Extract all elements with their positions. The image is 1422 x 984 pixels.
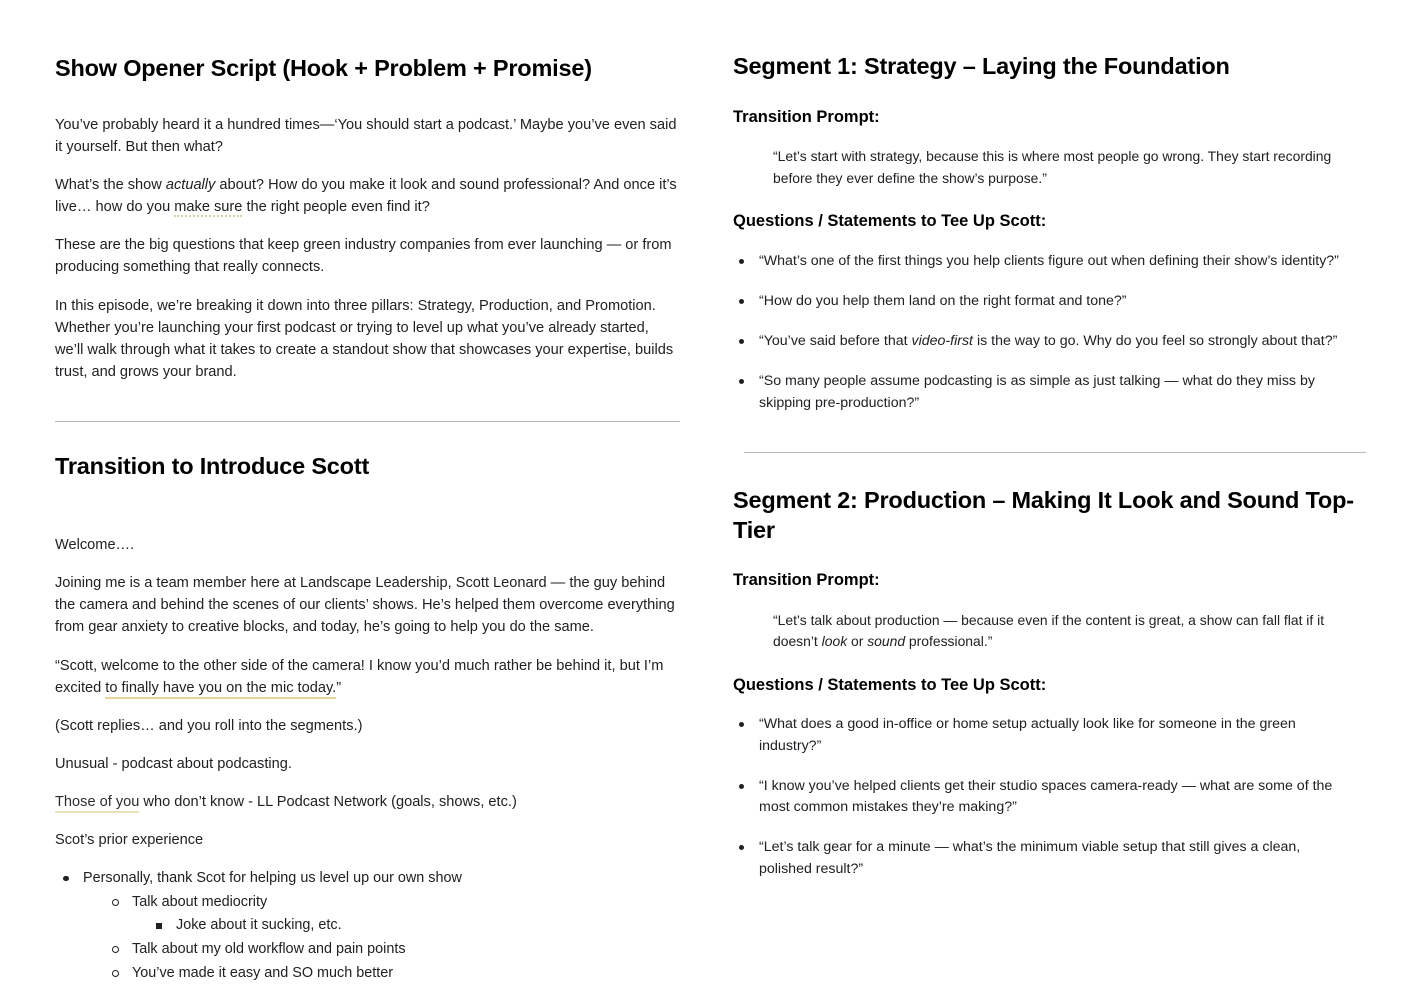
segment-2-transition-label: Transition Prompt: — [733, 571, 880, 590]
question-text: “Let’s talk gear for a minute — what’s the minimum viable setup that still gives a clean, polished result?” — [759, 839, 1301, 877]
segment-2-quote-italic-look: look — [821, 633, 848, 650]
segment-1-questions-label: Questions / Statements to Tee Up Scott: — [733, 212, 1047, 231]
show-opener-heading: Show Opener Script (Hook + Problem + Promise) — [55, 55, 592, 81]
list-item: Personally, thank Scot for helping us level up our own show — [55, 868, 681, 889]
segment-1-transition-label: Transition Prompt: — [733, 107, 880, 126]
opener-paragraph-2 — [55, 174, 681, 218]
question-text-after: is the way to go. Why do you feel so strongly about that?” — [973, 333, 1338, 350]
segment-2-question-list — [733, 714, 1355, 880]
segment-2-quote-b: or — [847, 633, 868, 650]
segment-2-quote-italic-sound: sound — [867, 633, 906, 650]
list-item — [733, 371, 1355, 414]
question-text: “What does a good in-office or home setup actually look like for someone in the green industry?” — [759, 716, 1296, 754]
note-network-rest: who don’t know - LL Podcast Network (goals, shows, etc.) — [139, 794, 517, 811]
opener-p2-text-c: the right people even find it? — [242, 199, 430, 216]
segment-1-transition-quote: “Let’s start with strategy, because this is where most people go wrong. They start recording before they ever define the show’s purpose.” — [773, 148, 1332, 186]
list-item: Joke about it sucking, etc. — [148, 915, 681, 936]
opener-p2-highlight: make sure — [174, 199, 243, 216]
right-column — [711, 0, 1422, 975]
opener-p2-text-a: What’s the show — [55, 176, 166, 193]
segment-1-heading: Segment 1: Strategy – Laying the Foundation — [733, 53, 1230, 79]
opener-paragraph-1: You’ve probably heard it a hundred times—‘You should start a podcast.’ Maybe you’ve even said it yourself. But then what? — [55, 116, 677, 155]
list-item — [733, 837, 1355, 880]
segment-1-question-list — [733, 251, 1355, 414]
welcome-line: Welcome…. — [55, 536, 135, 553]
segment-2-quote-a: “Let’s talk about production — because even if the content is great, a show can fall flat if it doesn’t — [773, 611, 1325, 650]
note-unusual: Unusual - podcast about podcasting. — [55, 756, 292, 773]
question-text: “You’ve said before that — [759, 333, 912, 350]
left-column — [0, 0, 711, 982]
list-item: You’ve made it easy and SO much better — [104, 963, 681, 984]
list-item — [733, 291, 1355, 312]
scott-quote-text-b: ” — [336, 679, 342, 696]
list-item — [733, 251, 1355, 272]
segment-2-heading: Segment 2: Production – Making It Look and Sound Top-Tier — [733, 487, 1354, 543]
list-item: Talk about my old workflow and pain points — [104, 939, 681, 960]
segment-2-quote-c: professional.” — [905, 633, 993, 650]
list-item — [733, 714, 1355, 757]
joining-paragraph: Joining me is a team member here at Landscape Leadership, Scott Leonard — the guy behind the camera and behind the scenes of our clients’ shows. He’s helped them overcome everything from gear anxiety to creative blocks, and today, he’s going to help you do the same. — [55, 575, 675, 636]
scott-welcome-quote — [55, 655, 681, 699]
list-item — [733, 776, 1355, 819]
opener-paragraph-3: These are the big questions that keep green industry companies from ever launching — or from producing something that really connects. — [55, 237, 672, 276]
stage-direction: (Scott replies… and you roll into the segments.) — [55, 717, 363, 734]
note-podcast-network — [55, 791, 681, 813]
segment-2-questions-label: Questions / Statements to Tee Up Scott: — [733, 675, 1047, 694]
opener-p2-text-b: about? How do you make it look and sound professional? And once it’s live… how do you — [55, 176, 677, 216]
question-text: “What’s one of the first things you help clients figure out when defining their show’s identity?” — [759, 252, 1339, 269]
scott-quote-text-a: “Scott, welcome to the other side of the camera! I know you’d much rather be behind it, but I’m excited — [55, 657, 664, 696]
list-item — [733, 331, 1355, 352]
opener-p2-italic: actually — [165, 176, 216, 193]
note-prior-experience: Scot’s prior experience — [55, 832, 204, 849]
thank-scot-list — [55, 868, 681, 984]
scott-quote-highlight: to finally have you on the mic today. — [105, 680, 336, 699]
question-text: “I know you’ve helped clients get their studio spaces camera-ready — what are some of the most common mistakes they’re making?” — [759, 777, 1333, 816]
question-text: “How do you help them land on the right format and tone?” — [759, 292, 1127, 309]
question-text: “So many people assume podcasting is as simple as just talking — what do they miss by skipping pre-production?” — [759, 373, 1315, 411]
transition-heading: Transition to Introduce Scott — [55, 453, 370, 480]
question-italic: video-first — [911, 333, 973, 350]
list-item: Talk about mediocrity — [104, 892, 681, 913]
note-network-highlight: Those of you — [55, 794, 139, 813]
opener-paragraph-4: In this episode, we’re breaking it down into three pillars: Strategy, Production, and Promotion. Whether you’re launching your first podcast or trying to level up what you’ve already started, we’ll walk through what it takes to create a standout show that showcases your expertise, builds trust, and grows your brand. — [55, 297, 674, 381]
segment-2-transition-quote — [773, 610, 1355, 653]
